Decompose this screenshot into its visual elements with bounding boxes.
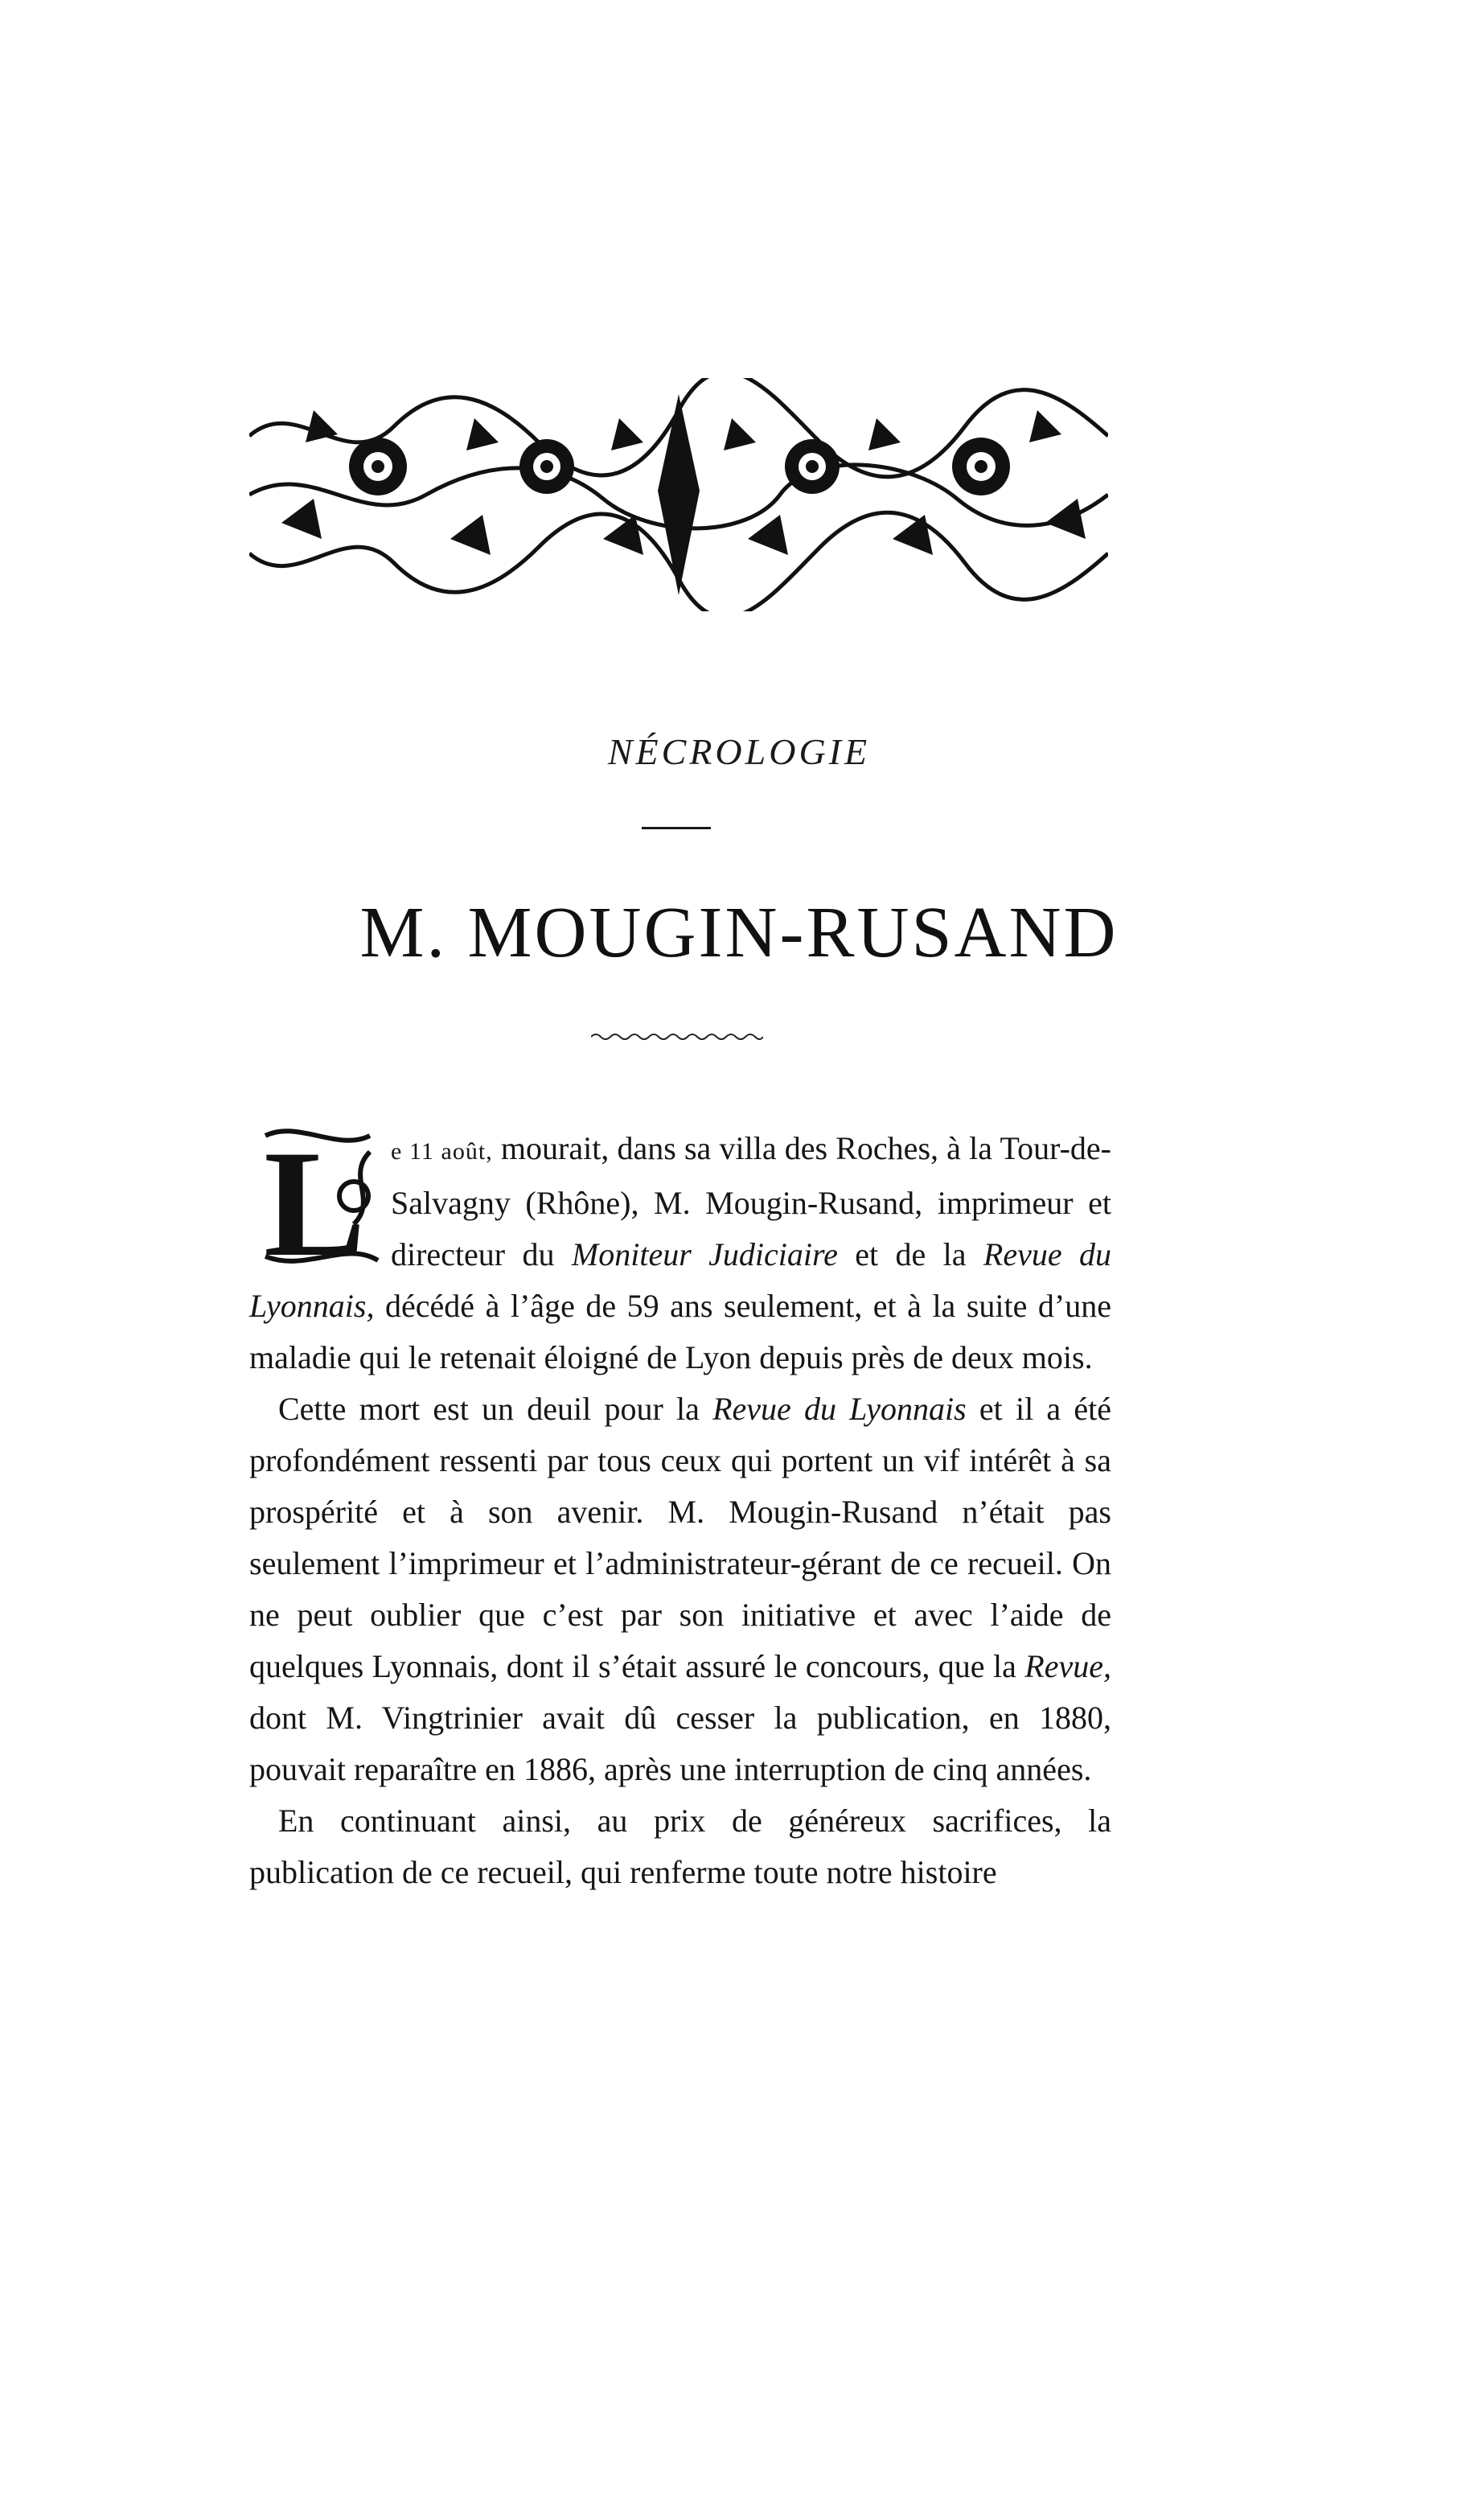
review-short-title: Revue, [1024, 1648, 1111, 1684]
paragraph-2 [249, 1383, 1111, 1795]
title-rule [642, 827, 711, 829]
wavy-divider [591, 1031, 763, 1042]
article-title: M. MOUGIN-RUSAND [359, 893, 1119, 972]
paragraph-3: En continuant ainsi, au prix de généreux sacrifices, la publication de ce recueil, qui renferme toute notre histoire [249, 1803, 1111, 1890]
dropcap-space [249, 1123, 391, 1271]
review-title-2: Revue du Lyonnais [712, 1391, 967, 1427]
section-title: NÉCROLOGIE [607, 731, 871, 772]
paragraph-2-text-a: Cette mort est un deuil pour la [278, 1391, 713, 1427]
review-title: Revue du Lyonnais, [249, 1236, 1111, 1324]
paragraph-1 [249, 1123, 1111, 1383]
paragraph-1-text-c: décédé à l’âge de 59 ans seulement, et à la suite d’une maladie qui le retenait éloigné de Lyon depuis près de deux mois. [249, 1288, 1111, 1375]
opening-smallcaps: e 11 août, [391, 1138, 493, 1165]
journal-title: Moniteur Judiciaire [571, 1236, 838, 1272]
dropcap-letter: L [264, 1120, 366, 1272]
paragraph-1-text-b: et de la [837, 1236, 983, 1272]
paragraph-2-text-b: et il a été profondément ressenti par tous ceux qui portent un vif intérêt à sa prospérité et à son avenir. M. Mougin-Rusand n’était pas seulement l’imprimeur et l’administrateur-gérant de ce recueil. On ne peut oublier que c’est par son initiative et avec l’aide de quelques Lyonnais, dont il s’était assuré le concours, que la [249, 1391, 1112, 1684]
floral-headpiece-ornament [249, 378, 1108, 611]
article-body [249, 1123, 1111, 1898]
paragraph-1-text-a: mourait, dans sa villa des Roches, à la Tour-de-Salvagny (Rhône), M. Mougin-Rusand, imprimeur et directeur du [391, 1130, 1111, 1272]
paragraph-2-text-c: dont M. Vingtrinier avait dû cesser la publication, en 1880, pouvait reparaître en 1886, après une interruption de cinq années. [249, 1700, 1111, 1787]
